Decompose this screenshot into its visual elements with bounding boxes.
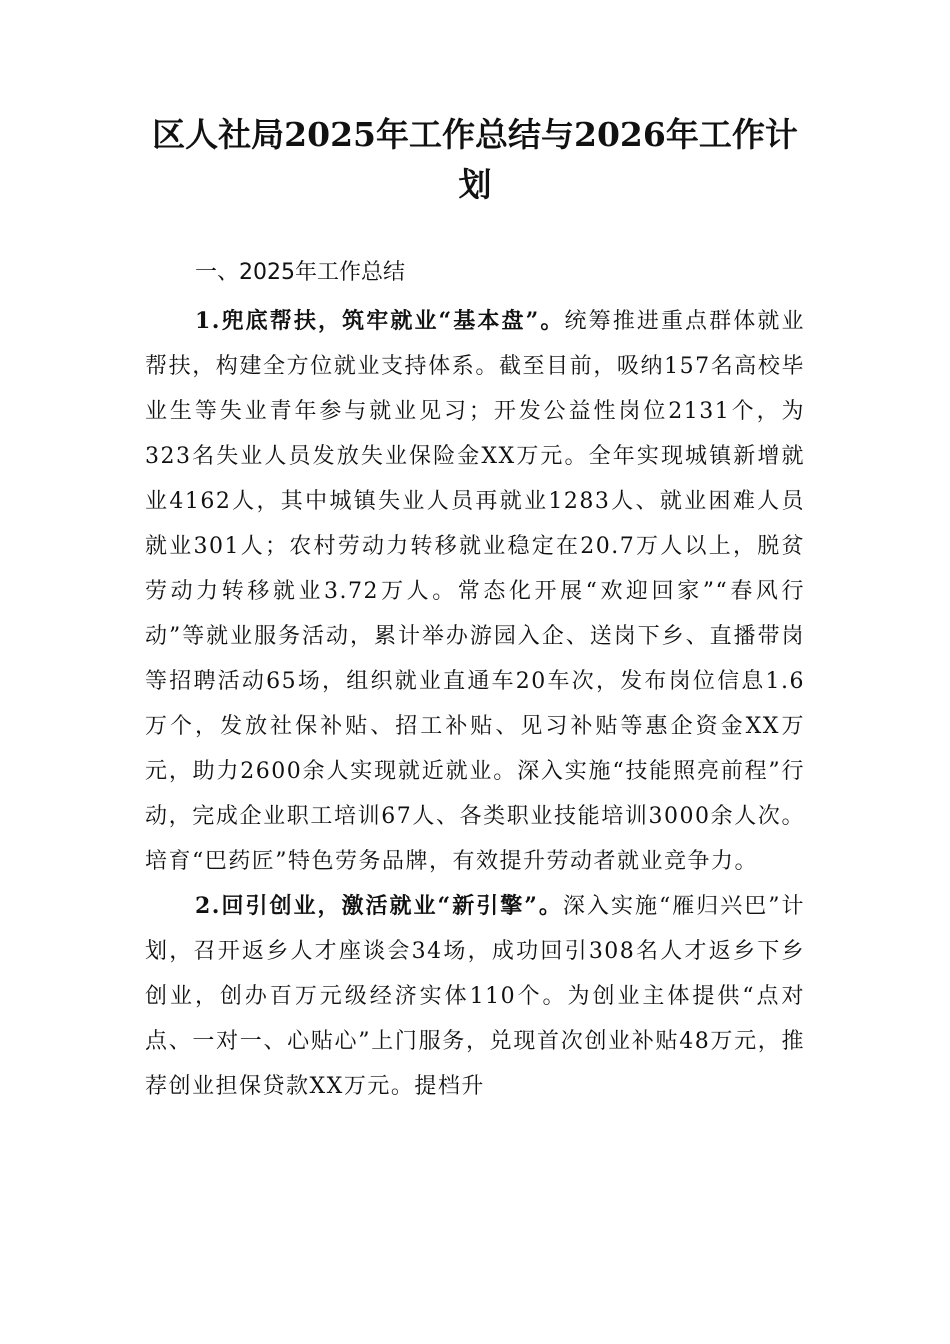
paragraph-2-lead: 2.回引创业，激活就业“新引擎”。 — [195, 893, 563, 919]
document-title: 区人社局2025年工作总结与2026年工作计划 — [152, 115, 798, 204]
paragraph-2 — [145, 884, 805, 1109]
paragraph-2-text: 深入实施“雁归兴巴”计划，召开返乡人才座谈会34场，成功回引308名人才返乡下乡创业，创办百万元级经济实体110个。为创业主体提供“点对点、一对一、心贴心”上门服务，兑现首次创业补贴48万元，推荐创业担保贷款XX万元。提档升 — [145, 894, 806, 1099]
section-heading: 一、2025年工作总结 — [195, 260, 405, 285]
document-body — [145, 299, 805, 1109]
paragraph-1-lead: 1.兜底帮扶，筑牢就业“基本盘”。 — [195, 308, 565, 334]
paragraph-1 — [145, 299, 805, 884]
paragraph-1-text: 统筹推进重点群体就业帮扶，构建全方位就业支持体系。截至目前，吸纳157名高校毕业生等失业青年参与就业见习；开发公益性岗位2131个，为323名失业人员发放失业保险金XX万元。全年实现城镇新增就业4162人，其中城镇失业人员再就业1283人、就业困难人员就业301人；农村劳动力转移就业稳定在20.7万人以上，脱贫劳动力转移就业3.72万人。常态化开展“欢迎回家”“春风行动”等就业服务活动，累计举办游园入企、送岗下乡、直播带岗等招聘活动65场，组织就业直通车20车次，发布岗位信息1.6万个，发放社保补贴、招工补贴、见习补贴等惠企资金XX万元，助力2600余人实现就近就业。深入实施“技能照亮前程”行动，完成企业职工培训67人、各类职业技能培训3000余人次。培育“巴药匠”特色劳务品牌，有效提升劳动者就业竞争力。 — [145, 309, 805, 874]
